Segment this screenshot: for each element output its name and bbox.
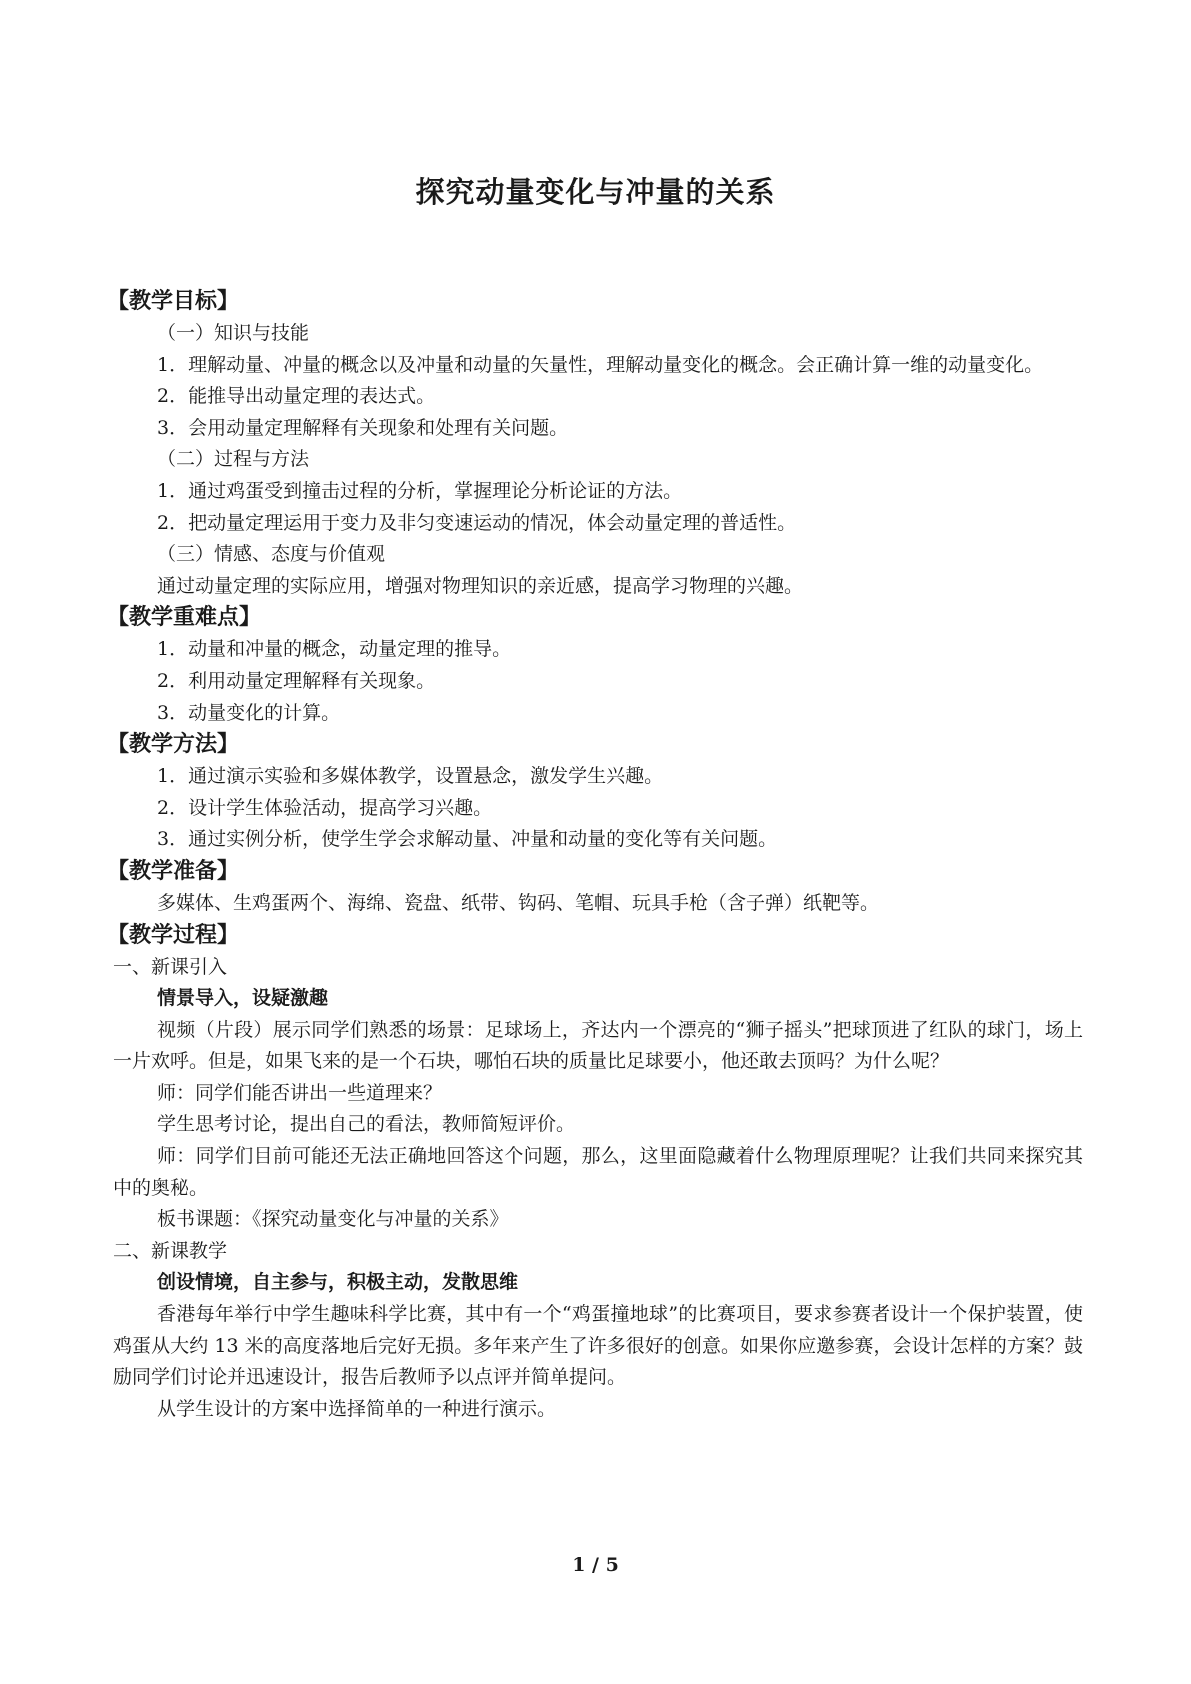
- process-part-2-title: 二、新课教学: [113, 1239, 228, 1262]
- keypoint-item-2: 2．利用动量定理解释有关现象。: [157, 669, 436, 692]
- subheading-attitude: （三）情感、态度与价值观: [157, 543, 386, 566]
- process-paragraph-2: 师：同学们能否讲出一些道理来？: [157, 1081, 443, 1104]
- process-part-1-title: 一、新课引入: [113, 955, 228, 978]
- method-item-1: 1．通过演示实验和多媒体教学，设置悬念，激发学生兴趣。: [157, 765, 664, 788]
- page-number: 1 / 5: [572, 1554, 619, 1576]
- section-heading-methods: 【教学方法】: [107, 732, 240, 758]
- process-part-1-subtitle: 情景导入，设疑激趣: [157, 987, 329, 1010]
- method-item-3: 3．通过实例分析，使学生学会求解动量、冲量和动量的变化等有关问题。: [157, 828, 778, 851]
- process-paragraph-3: 学生思考讨论，提出自己的看法，教师简短评价。: [157, 1113, 576, 1136]
- goal-item-6: 通过动量定理的实际应用，增强对物理知识的亲近感，提高学习物理的兴趣。: [157, 574, 804, 597]
- process-paragraph-5: 板书课题：《探究动量变化与冲量的关系》: [157, 1208, 509, 1231]
- process-paragraph-6: 香港每年举行中学生趣味科学比赛，其中有一个“鸡蛋撞地球”的比赛项目，要求参赛者设计一个保护装置，使鸡蛋从大约 13 米的高度落地后完好无损。多年来产生了许多很好的创意。如果你应邀参赛，会设计怎样的方案？鼓励同学们讨论并迅速设计，报告后教师予以点评并简单提问。: [113, 1303, 1083, 1389]
- document-body: [107, 286, 1083, 1425]
- process-paragraph-4: 师：同学们目前可能还无法正确地回答这个问题，那么，这里面隐藏着什么物理原理呢？让我们共同来探究其中的奥秘。: [113, 1145, 1083, 1199]
- prep-item-1: 多媒体、生鸡蛋两个、海绵、瓷盘、纸带、钩码、笔帽、玩具手枪（含子弹）纸靶等。: [157, 891, 880, 914]
- process-paragraph-1: 视频（片段）展示同学们熟悉的场景：足球场上，齐达内一个漂亮的“狮子摇头”把球顶进了红队的球门，场上一片欢呼。但是，如果飞来的是一个石块，哪怕石块的质量比足球要小，他还敢去顶吗？为什么呢？: [113, 1018, 1083, 1073]
- goal-item-3: 3．会用动量定理解释有关现象和处理有关问题。: [157, 416, 569, 439]
- section-heading-process: 【教学过程】: [107, 922, 240, 948]
- document-title: 探究动量变化与冲量的关系: [415, 175, 776, 209]
- method-item-2: 2．设计学生体验活动，提高学习兴趣。: [157, 796, 493, 819]
- process-paragraph-7: 从学生设计的方案中选择简单的一种进行演示。: [157, 1397, 557, 1420]
- keypoint-item-3: 3．动量变化的计算。: [157, 701, 341, 724]
- section-heading-keypoints: 【教学重难点】: [107, 605, 262, 631]
- goal-item-4: 1．通过鸡蛋受到撞击过程的分析，掌握理论分析论证的方法。: [157, 479, 683, 502]
- section-heading-prep: 【教学准备】: [107, 858, 240, 884]
- goal-item-5: 2．把动量定理运用于变力及非匀变速运动的情况，体会动量定理的普适性。: [157, 511, 797, 534]
- subheading-knowledge: （一）知识与技能: [157, 322, 310, 344]
- subheading-process: （二）过程与方法: [157, 448, 310, 471]
- goal-item-1: 1．理解动量、冲量的概念以及冲量和动量的矢量性，理解动量变化的概念。会正确计算一维的动量变化。: [157, 353, 1044, 376]
- section-heading-goals: 【教学目标】: [107, 289, 240, 314]
- keypoint-item-1: 1．动量和冲量的概念，动量定理的推导。: [157, 638, 512, 661]
- goal-item-2: 2．能推导出动量定理的表达式。: [157, 385, 436, 408]
- process-part-2-subtitle: 创设情境，自主参与，积极主动，发散思维: [157, 1271, 519, 1294]
